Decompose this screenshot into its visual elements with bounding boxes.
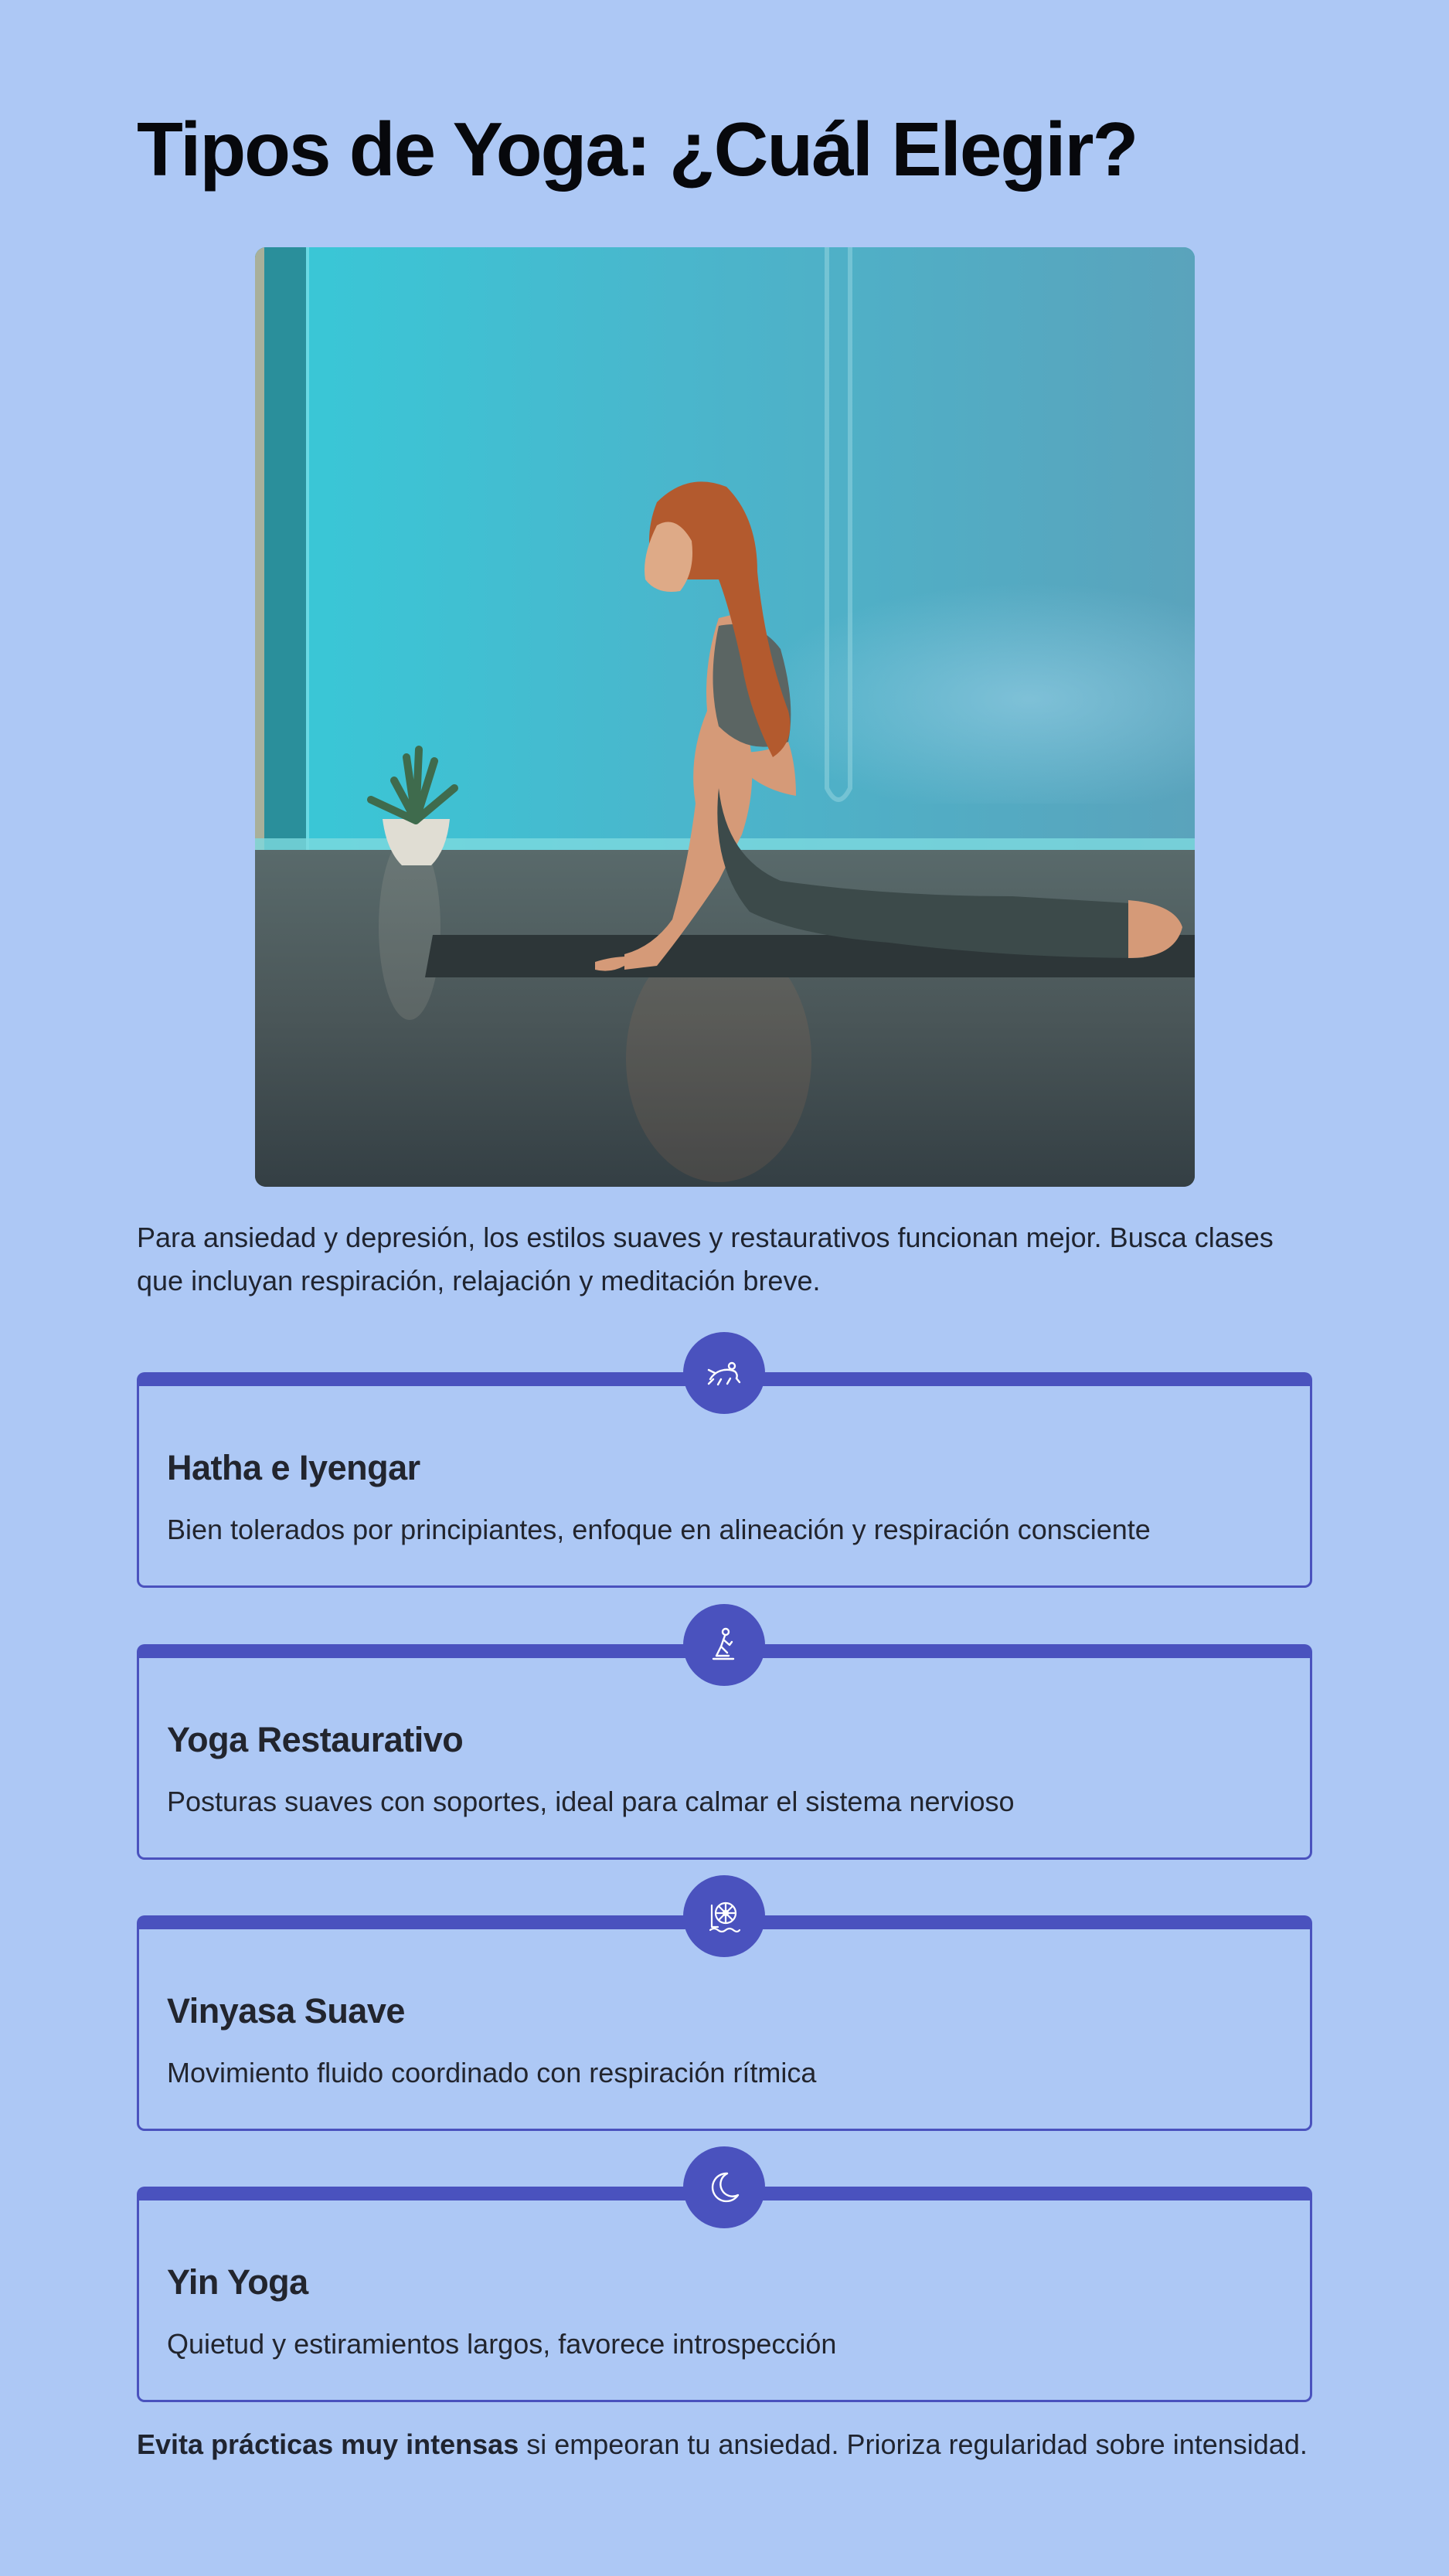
card-description: Posturas suaves con soportes, ideal para calmar el sistema nervioso <box>167 1786 1015 1817</box>
crescent-moon-icon <box>683 2146 765 2228</box>
card-description: Bien tolerados por principiantes, enfoque en alineación y respiración consciente <box>167 1514 1151 1545</box>
footer-emphasis: Evita prácticas muy intensas <box>137 2428 519 2460</box>
yoga-style-card-vinyasa <box>137 1915 1312 2131</box>
card-title: Hatha e Iyengar <box>167 1448 420 1487</box>
card-title: Yoga Restaurativo <box>167 1720 464 1759</box>
yoga-style-card-hatha <box>137 1372 1312 1588</box>
footer-note <box>137 2425 1312 2465</box>
wheel-water-icon <box>683 1875 765 1957</box>
intro-paragraph: Para ansiedad y depresión, los estilos suaves y restaurativos funcionan mejor. Busca clases que incluyan respiración, relajación y meditación breve. <box>137 1222 1274 1296</box>
card-title: Vinyasa Suave <box>167 1991 405 2031</box>
card-title: Yin Yoga <box>167 2262 308 2302</box>
footer-text: si empeoran tu ansiedad. Prioriza regularidad sobre intensidad. <box>519 2428 1308 2460</box>
yoga-cobra-pose-image <box>255 247 1195 1187</box>
yoga-style-card-restaurativo <box>137 1644 1312 1860</box>
page-title: Tipos de Yoga: ¿Cuál Elegir? <box>137 107 1138 192</box>
reclining-person-icon <box>683 1332 765 1414</box>
yoga-style-card-yin <box>137 2187 1312 2402</box>
card-description: Movimiento fluido coordinado con respiración rítmica <box>167 2057 817 2088</box>
card-description: Quietud y estiramientos largos, favorece introspección <box>167 2328 837 2360</box>
kneeling-person-icon <box>683 1604 765 1686</box>
